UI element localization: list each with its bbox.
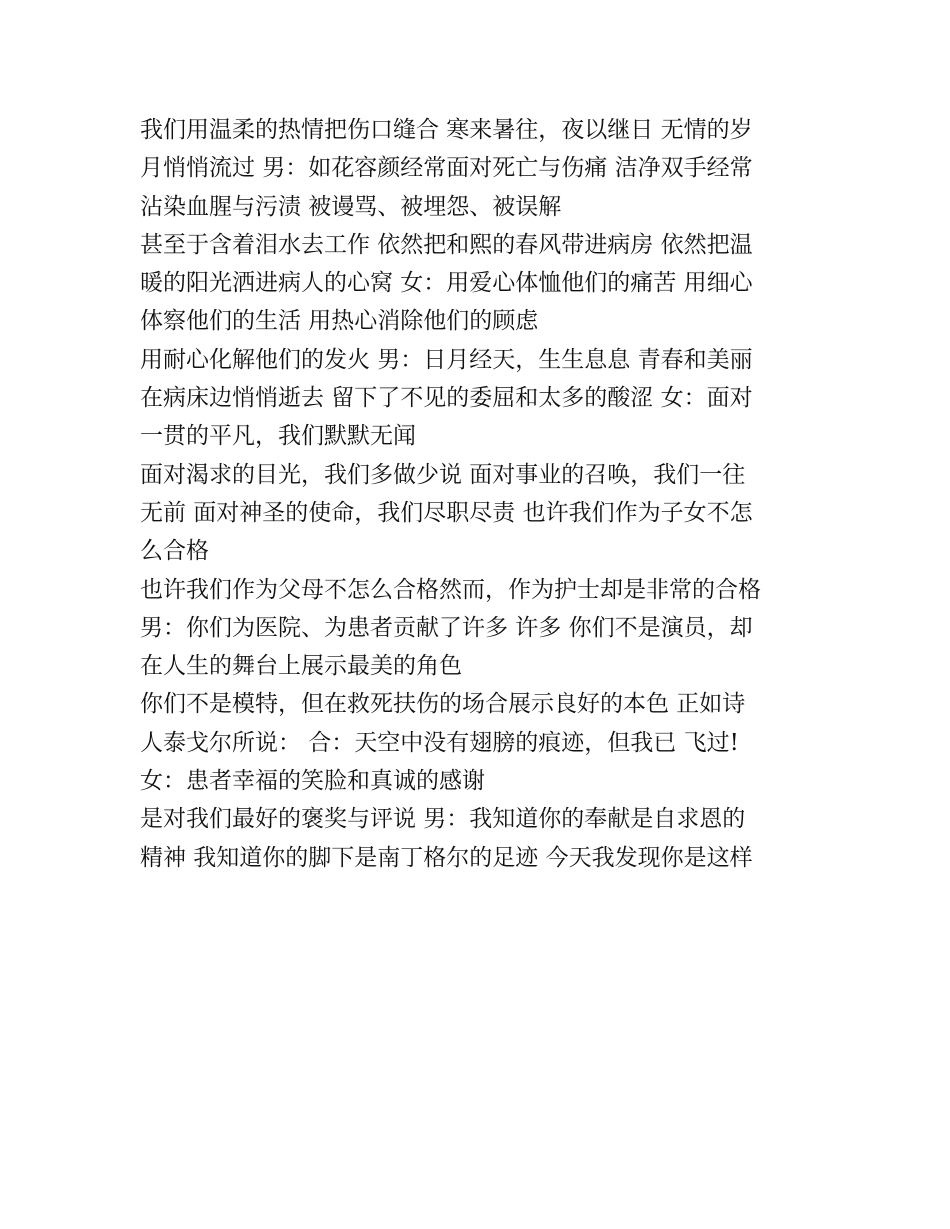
text-line: 精神 我知道你的脚下是南丁格尔的足迹 今天我发现你是这样 xyxy=(140,844,753,871)
text-line: 人泰戈尔所说： 合：天空中没有翅膀的痕迹，但我已 飞过! xyxy=(140,729,739,756)
text-line: 我们用温柔的热情把伤口缝合 寒来暑往，夜以继日 无情的岁 xyxy=(140,117,753,143)
text-line: 在病床边悄悄逝去 留下了不见的委屈和太多的酸涩 女：面对 xyxy=(140,385,753,412)
text-line: 月悄悄流过 男：如花容颜经常面对死亡与伤痛 洁净双手经常 xyxy=(140,155,753,182)
text-line: 甚至于含着泪水去工作 依然把和熙的春风带进病房 依然把温 xyxy=(140,231,753,258)
text-line: 么合格 xyxy=(140,538,209,565)
text-line: 也许我们作为父母不怎么合格然而，作为护士却是非常的合格 xyxy=(140,576,761,603)
text-line: 用耐心化解他们的发火 男：日月经天，生生息息 青春和美丽 xyxy=(140,346,753,373)
text-line: 是对我们最好的褒奖与评说 男：我知道你的奉献是自求恩的 xyxy=(140,806,746,833)
text-line: 在人生的舞台上展示最美的角色 xyxy=(140,653,462,680)
text-line: 男：你们为医院、为患者贡献了许多 许多 你们不是演员，却 xyxy=(140,614,753,641)
text-line: 你们不是模特，但在救死扶伤的场合展示良好的本色 正如诗 xyxy=(140,691,746,718)
text-line: 体察他们的生活 用热心消除他们的顾虑 xyxy=(140,308,539,335)
text-line: 一贯的平凡，我们默默无闻 xyxy=(140,423,416,450)
text-line: 女：患者幸福的笑脸和真诚的感谢 xyxy=(140,768,485,795)
text-line: 面对渴求的目光，我们多做少说 面对事业的召唤，我们一往 xyxy=(140,461,746,488)
document-body xyxy=(140,111,830,877)
text-line: 无前 面对神圣的使命，我们尽职尽责 也许我们作为子女不怎 xyxy=(140,499,753,526)
text-line: 沾染血腥与污渍 被谩骂、被埋怨、被误解 xyxy=(140,193,562,220)
text-line: 暖的阳光洒进病人的心窝 女：用爱心体恤他们的痛苦 用细心 xyxy=(140,270,753,297)
